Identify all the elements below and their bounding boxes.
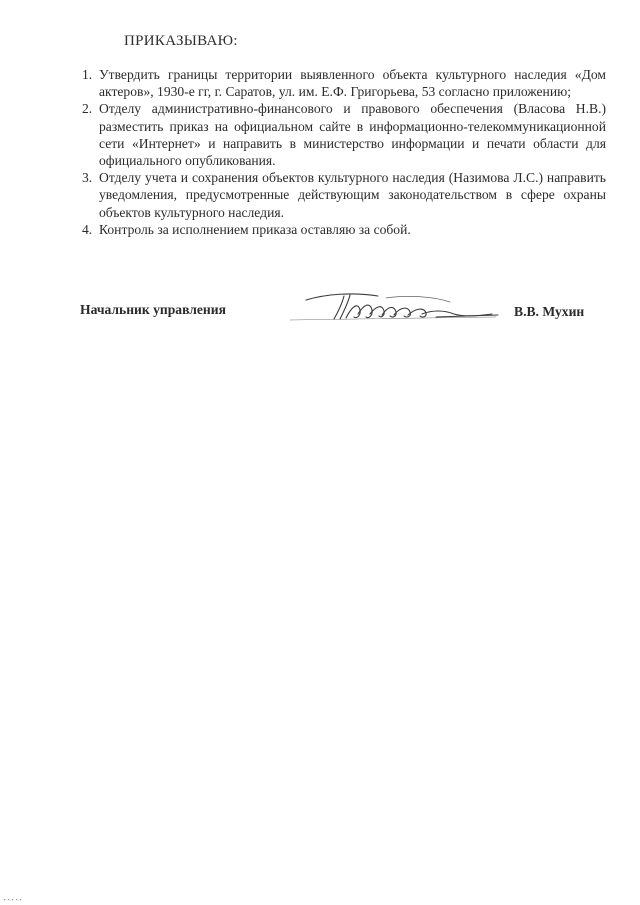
order-item-number: 1. <box>82 67 93 82</box>
handwritten-signature <box>286 288 506 332</box>
order-heading: ПРИКАЗЫВАЮ: <box>124 33 238 49</box>
order-item-text: Контроль за исполнением приказа оставляю за собой. <box>99 221 411 237</box>
order-item-number: 2. <box>82 101 93 117</box>
order-item-text: Утвердить границы территории выявленного объекта культурного наследия «Дом актеров», 1930-е гг, г. Саратов, ул. им. Е.Ф. Григорьева, 53 согласно приложению; <box>99 67 606 100</box>
order-item <box>80 66 606 100</box>
order-item <box>80 169 606 221</box>
order-item-text: Отделу административно-финансового и правового обеспечения (Власова Н.В.) разместить приказ на официальном сайте в информационно-телекоммуникационной сети «Интернет» и направить в министерство информации и печати области для официального опубликования. <box>99 101 606 169</box>
signatory-name: В.В. Мухин <box>514 304 585 319</box>
signature-block <box>80 298 600 338</box>
order-item-text: Отделу учета и сохранения объектов культурного наследия (Назимова Л.С.) направить уведомления, предусмотренные действующим законодательством в сфере охраны объектов культурного наследия. <box>99 170 606 220</box>
signatory-title: Начальник управления <box>80 302 226 317</box>
order-item <box>80 100 606 169</box>
order-item <box>80 221 606 238</box>
order-item-number: 4. <box>82 221 93 237</box>
order-list <box>80 66 606 238</box>
scan-artifact <box>4 898 26 901</box>
order-item-number: 3. <box>82 170 93 186</box>
